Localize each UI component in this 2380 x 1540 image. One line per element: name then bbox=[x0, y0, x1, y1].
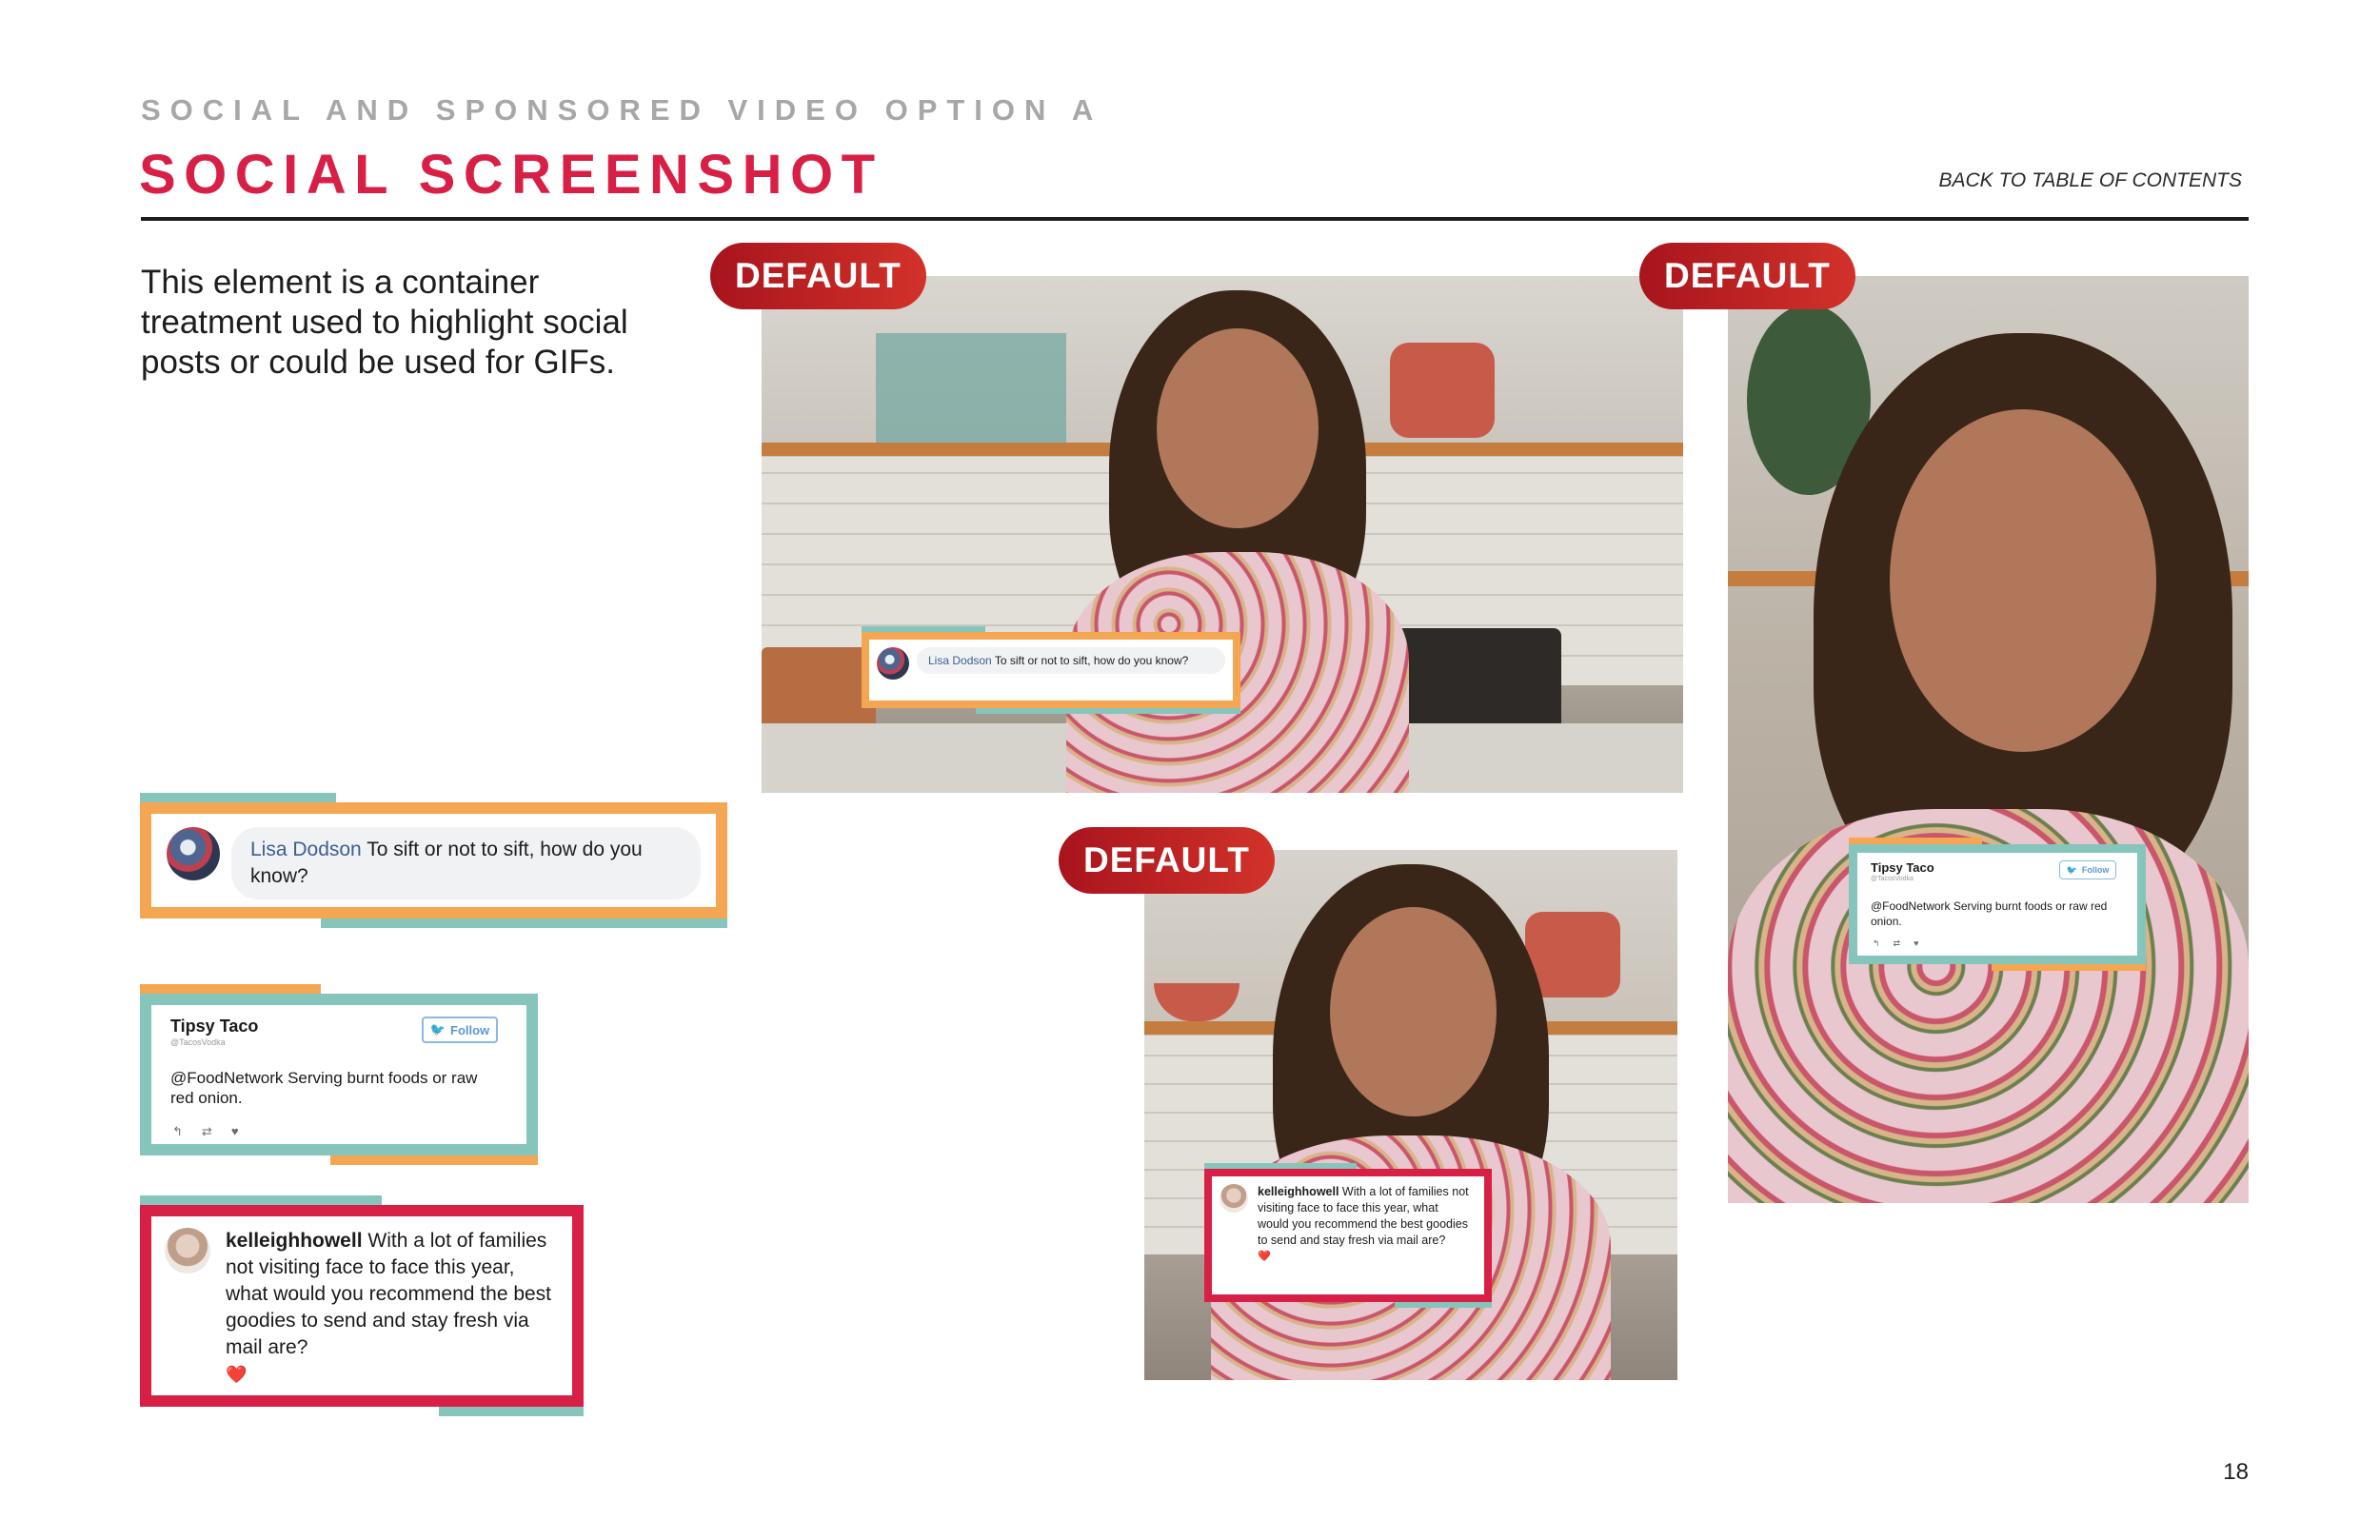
card-tab-top bbox=[140, 984, 321, 994]
kelleigh-avatar bbox=[1220, 1184, 1248, 1213]
card-frame bbox=[1849, 844, 2146, 964]
follow-button[interactable] bbox=[422, 1017, 498, 1043]
default-badge: DEFAULT bbox=[1059, 827, 1275, 894]
retweet-icon[interactable]: ⇄ bbox=[201, 1124, 212, 1138]
header-divider bbox=[141, 217, 2249, 221]
lisa-comment: To sift or not to sift, how do you know? bbox=[994, 654, 1189, 667]
card-tab-bottom bbox=[330, 1155, 538, 1165]
twitter-bird-icon: 🐦 bbox=[2066, 864, 2077, 875]
card-tab-top bbox=[140, 1195, 382, 1205]
card-frame bbox=[1204, 1169, 1492, 1302]
tipsy-tweet-text: @FoodNetwork Serving burnt foods or raw red onion. bbox=[1871, 899, 2108, 928]
tipsy-name: Tipsy Taco bbox=[1871, 860, 1934, 875]
lisa-avatar bbox=[877, 647, 909, 680]
lisa-post-card bbox=[140, 793, 727, 928]
example-photo-portrait bbox=[1728, 276, 2249, 1203]
heart-icon[interactable]: ♥ bbox=[230, 1124, 239, 1138]
tipsy-tweet-overlay bbox=[1849, 838, 2146, 971]
teal-wall bbox=[876, 333, 1066, 443]
page-title: SOCIAL SCREENSHOT bbox=[139, 144, 883, 206]
page-number: 18 bbox=[2223, 1459, 2249, 1485]
card-tab-top bbox=[1849, 838, 1982, 844]
card-frame bbox=[140, 1205, 584, 1407]
default-badge: DEFAULT bbox=[710, 243, 926, 309]
card-tab-bottom bbox=[321, 918, 727, 928]
lisa-comment-bubble bbox=[917, 647, 1225, 674]
heart-icon[interactable]: ♥ bbox=[1914, 938, 1919, 948]
person-face bbox=[1890, 409, 2156, 752]
heart-emoji: ❤️ bbox=[1258, 1251, 1271, 1262]
lisa-post-overlay bbox=[862, 626, 1240, 714]
tweet-actions bbox=[172, 1124, 239, 1139]
kelleigh-text: With a lot of families not visiting face to face this year, what would you recommend the best goodies to send and stay fresh via mail are? bbox=[1258, 1185, 1469, 1247]
lisa-comment-bubble bbox=[231, 827, 701, 899]
kelleigh-comment-card bbox=[140, 1195, 584, 1416]
card-tab-bottom bbox=[976, 708, 1240, 714]
kelleigh-comment-overlay bbox=[1204, 1163, 1492, 1308]
kelleigh-comment bbox=[226, 1228, 559, 1388]
tipsy-handle: @TacosVodka bbox=[170, 1037, 226, 1047]
card-tab-bottom bbox=[439, 1407, 584, 1416]
card-tab-bottom bbox=[1395, 1302, 1492, 1308]
tipsy-handle: @TacosVodka bbox=[1871, 876, 1914, 882]
lisa-name: Lisa Dodson bbox=[928, 654, 992, 667]
person-face bbox=[1330, 907, 1497, 1116]
red-pot bbox=[1390, 343, 1495, 438]
retweet-icon[interactable]: ⇄ bbox=[1893, 938, 1901, 948]
kelleigh-comment bbox=[1258, 1184, 1469, 1265]
reply-icon[interactable]: ↰ bbox=[172, 1124, 183, 1138]
kelleigh-name: kelleighhowell bbox=[226, 1230, 363, 1252]
example-photo-landscape bbox=[762, 276, 1683, 793]
kelleigh-text: With a lot of families not visiting face to face this year, what would you recommend the best goodies to send and stay fresh via mail are? bbox=[226, 1230, 552, 1358]
card-tab-top bbox=[140, 793, 336, 802]
intro-paragraph: This element is a container treatment used to highlight social posts or could be used for GIFs. bbox=[141, 264, 628, 381]
follow-button[interactable] bbox=[2059, 860, 2116, 879]
card-tab-bottom bbox=[1992, 964, 2146, 971]
default-badge: DEFAULT bbox=[1639, 243, 1855, 309]
kelleigh-avatar bbox=[165, 1228, 210, 1273]
heart-emoji: ❤️ bbox=[226, 1365, 248, 1384]
lisa-name: Lisa Dodson bbox=[250, 839, 362, 860]
lisa-comment: To sift or not to sift, how do you know? bbox=[250, 839, 643, 887]
tweet-actions bbox=[1873, 938, 1918, 949]
reply-icon[interactable]: ↰ bbox=[1873, 938, 1880, 948]
twitter-bird-icon: 🐦 bbox=[429, 1022, 446, 1037]
tipsy-tweet-card bbox=[140, 984, 538, 1165]
person-face bbox=[1157, 328, 1319, 528]
card-frame bbox=[862, 632, 1240, 708]
back-to-toc-link[interactable]: BACK TO TABLE OF CONTENTS bbox=[1938, 169, 2242, 191]
tipsy-name: Tipsy Taco bbox=[170, 1017, 259, 1036]
card-frame bbox=[140, 802, 727, 918]
follow-label: Follow bbox=[2081, 865, 2110, 875]
section-kicker: SOCIAL AND SPONSORED VIDEO OPTION A bbox=[141, 93, 1103, 127]
tipsy-tweet-text: @FoodNetwork Serving burnt foods or raw red onion. bbox=[170, 1069, 478, 1107]
lisa-avatar bbox=[167, 827, 220, 880]
card-frame bbox=[140, 994, 538, 1155]
kelleigh-name: kelleighhowell bbox=[1258, 1185, 1339, 1198]
follow-label: Follow bbox=[450, 1022, 490, 1037]
